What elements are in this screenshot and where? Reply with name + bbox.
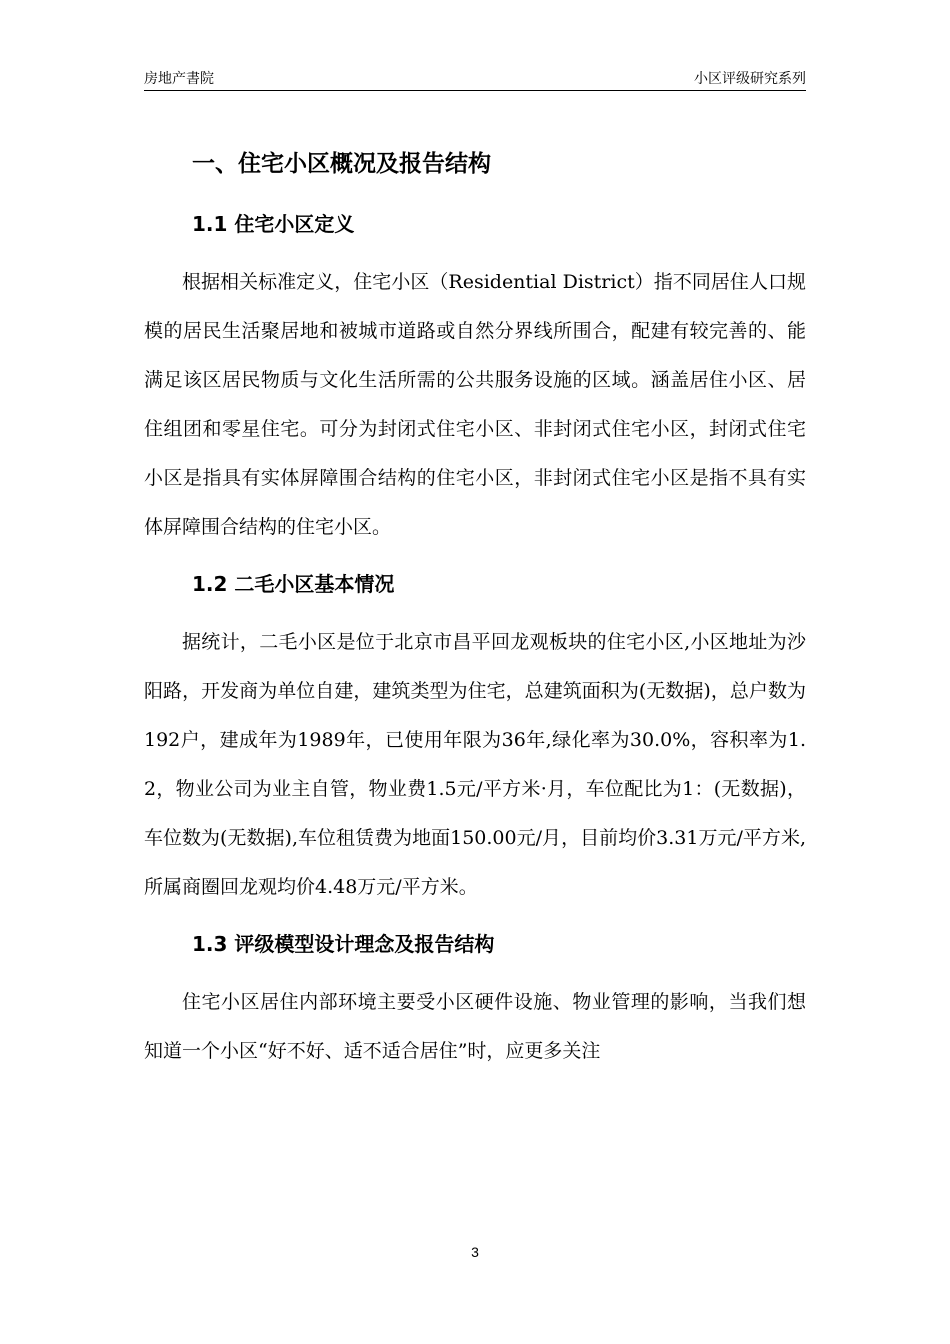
page-number: 3 [471,1244,479,1260]
paragraph-model-design: 住宅小区居住内部环境主要受小区硬件设施、物业管理的影响，当我们想知道一个小区“好不好、适不适合居住”时，应更多关注 [144,991,806,1062]
page-header [144,64,806,91]
subsection-heading-1-2: 1.2 二毛小区基本情况 [192,572,395,596]
paragraph-basic-info: 据统计，二毛小区是位于北京市昌平回龙观板块的住宅小区,小区地址为沙阳路，开发商为单位自建，建筑类型为住宅，总建筑面积为(无数据)，总户数为192户，建成年为1989年，已使用年限为36年,绿化率为30.0%，容积率为1.2，物业公司为业主自管，物业费1.5元/平方米·月，车位配比为1：(无数据)，车位数为(无数据),车位租赁费为地面150.00元/月，目前均价3.31万元/平方米,所属商圈回龙观均价4.48万元/平方米。 [144,631,806,898]
header-series-title: 小区评级研究系列 [694,71,806,87]
subsection-heading-1-1: 1.1 住宅小区定义 [192,212,355,236]
subsection-heading-1-3: 1.3 评级模型设计理念及报告结构 [192,932,495,956]
section-heading: 一、住宅小区概况及报告结构 [192,151,491,177]
header-publisher: 房地产書院 [144,71,214,87]
document-body [144,140,806,1076]
paragraph-definition: 根据相关标准定义，住宅小区（Residential District）指不同居住人口规模的居民生活聚居地和被城市道路或自然分界线所围合，配建有较完善的、能满足该区居民物质与文化生活所需的公共服务设施的区域。涵盖居住小区、居住组团和零星住宅。可分为封闭式住宅小区、非封闭式住宅小区，封闭式住宅小区是指具有实体屏障围合结构的住宅小区，非封闭式住宅小区是指不具有实体屏障围合结构的住宅小区。 [144,271,806,538]
